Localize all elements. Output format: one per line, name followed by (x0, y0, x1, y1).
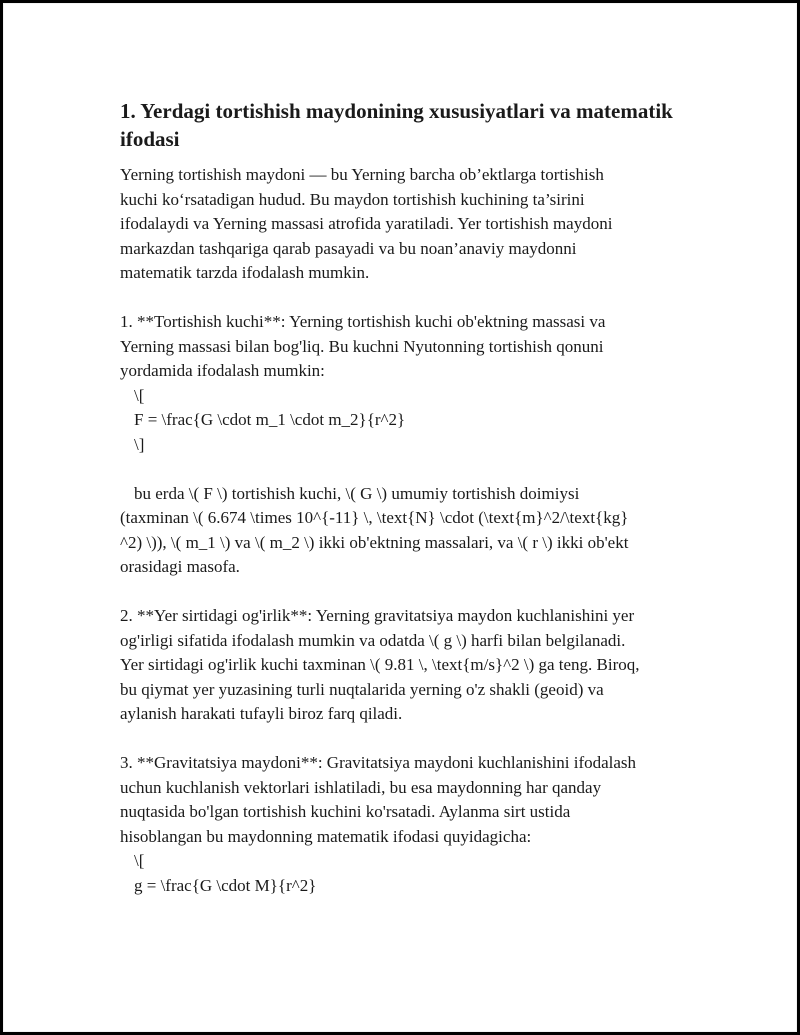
item2-line: og'irligi sifatida ifodalash mumkin va odatda \( g \) harfi bilan belgilanadi. (120, 630, 626, 650)
formula-line: \[ (134, 385, 145, 405)
formula-line: \[ (134, 851, 145, 870)
explanation-line: orasidagi masofa. (120, 557, 240, 576)
intro-line: kuchi ko‘rsatadigan hudud. Bu maydon tortishish kuchining ta’sirini (120, 189, 585, 209)
item2-line: Yer sirtidagi og'irlik kuchi taxminan \( 9.81 \, \text{m/s}^2 \) ga teng. Biroq, (120, 655, 640, 674)
item2-line: aylanish harakati tufayli biroz farq qiladi. (120, 704, 403, 723)
item3-formula (120, 849, 690, 898)
formula-line: \] (134, 434, 145, 454)
explanation-line: bu erda \( F \) tortishish kuchi, \( G \) umumiy tortishish doimiysi (134, 483, 580, 503)
intro-line: markazdan tashqariga qarab pasayadi va bu noan’anaviy maydonni (120, 238, 577, 258)
intro-line: matematik tarzda ifodalash mumkin. (120, 263, 370, 282)
item2-line: 2. **Yer sirtidagi og'irlik**: Yerning gravitatsiya maydon kuchlanishini yer (120, 606, 635, 625)
item3-line: hisoblangan bu maydonning matematik ifodasi quyidagicha: (120, 826, 532, 846)
document-body (120, 97, 690, 898)
intro-paragraph (120, 163, 690, 286)
item3-line: nuqtasida bo'lgan tortishish kuchini ko'rsatadi. Aylanma sirt ustida (120, 802, 571, 821)
item1-explanation (120, 482, 690, 580)
explanation-line: ^2) \)), \( m_1 \) va \( m_2 \) ikki ob'ektning massalari, va \( r \) ikki ob'ekt (120, 532, 629, 552)
item3-paragraph (120, 751, 690, 849)
item2-line: bu qiymat yer yuzasining turli nuqtalarida yerning o'z shakli (geoid) va (120, 679, 604, 699)
intro-line: Yerning tortishish maydoni — bu Yerning barcha ob’ektlarga tortishish (120, 165, 604, 184)
item1-line: yordamida ifodalash mumkin: (120, 361, 325, 380)
item1-paragraph (120, 310, 690, 384)
item1-line: 1. **Tortishish kuchi**: Yerning tortishish kuchi ob'ektning massasi va (120, 312, 606, 331)
item3-line: uchun kuchlanish vektorlari ishlatiladi, bu esa maydonning har qanday (120, 777, 602, 797)
explanation-line: (taxminan \( 6.674 \times 10^{-11} \, \text{N} \cdot (\text{m}^2/\text{kg} (120, 508, 629, 527)
item1-line: Yerning massasi bilan bog'liq. Bu kuchni Nyutonning tortishish qonuni (120, 336, 604, 356)
formula-line: F = \frac{G \cdot m_1 \cdot m_2}{r^2} (134, 410, 406, 429)
item2-paragraph (120, 604, 690, 727)
item3-line: 3. **Gravitatsiya maydoni**: Gravitatsiya maydoni kuchlanishini ifodalash (120, 753, 637, 772)
item1-formula (120, 384, 690, 458)
section-title: 1. Yerdagi tortishish maydonining xususiyatlari va matematik ifodasi (120, 99, 673, 151)
formula-line: g = \frac{G \cdot M}{r^2} (134, 875, 317, 895)
intro-line: ifodalaydi va Yerning massasi atrofida yaratiladi. Yer tortishish maydoni (120, 214, 613, 233)
